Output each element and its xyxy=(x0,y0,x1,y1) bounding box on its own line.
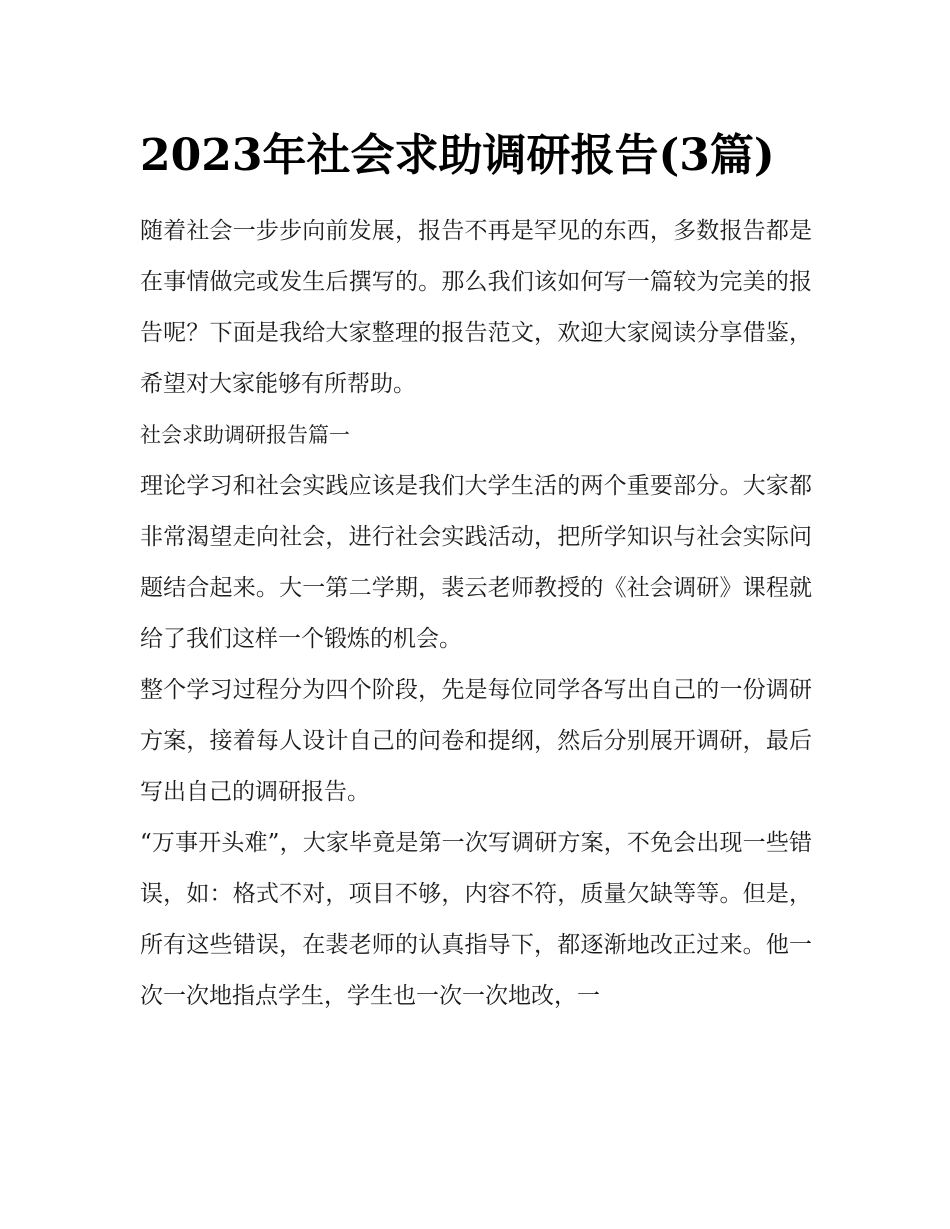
body-paragraph: “万事开头难”，大家毕竟是第一次写调研方案，不免会出现一些错误，如：格式不对，项目不够，内容不符，质量欠缺等等。但是，所有这些错误，在裴老师的认真指导下，都逐渐地改正过来。他一次一次地指点学生，学生也一次一次地改，一 xyxy=(140,830,812,1009)
body-paragraph: 理论学习和社会实践应该是我们大学生活的两个重要部分。大家都非常渴望走向社会，进行社会实践活动，把所学知识与社会实际问题结合起来。大一第二学期，裴云老师教授的《社会调研》课程就给了我们这样一个锻炼的机会。 xyxy=(140,473,812,652)
document-title: 2023年社会求助调研报告(3篇) xyxy=(140,130,775,181)
document-body xyxy=(140,118,812,1022)
body-paragraph: 整个学习过程分为四个阶段，先是每位同学各写出自己的一份调研方案，接着每人设计自己的问卷和提纲，然后分别展开调研，最后写出自己的调研报告。 xyxy=(140,677,812,805)
section-heading: 社会求助调研报告篇一 xyxy=(140,423,350,447)
intro-paragraph: 随着社会一步步向前发展，报告不再是罕见的东西，多数报告都是在事情做完或发生后撰写的。那么我们该如何写一篇较为完美的报告呢？下面是我给大家整理的报告范文，欢迎大家阅读分享借鉴，希望对大家能够有所帮助。 xyxy=(140,218,812,397)
